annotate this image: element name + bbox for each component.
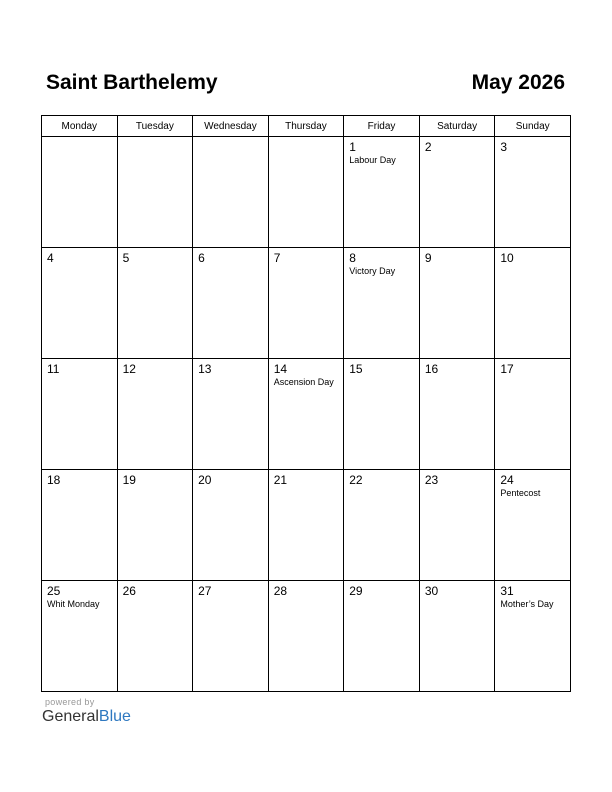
- day-cell: [268, 359, 344, 470]
- weekday-header-thursday: Thursday: [268, 116, 344, 137]
- weekday-header-row: [42, 116, 571, 137]
- day-cell: [42, 470, 118, 581]
- day-number: 20: [198, 473, 212, 487]
- day-cell: [193, 581, 269, 692]
- day-cell: [344, 137, 420, 248]
- day-cell: [193, 470, 269, 581]
- calendar-body: [42, 137, 571, 692]
- day-cell: [268, 470, 344, 581]
- weekday-header-sunday: Sunday: [495, 116, 571, 137]
- generalblue-logo: [42, 697, 131, 726]
- day-number: 7: [273, 251, 281, 265]
- brand-name-part1: General: [42, 708, 99, 725]
- brand-name: [42, 708, 131, 726]
- day-number: 27: [198, 584, 212, 598]
- day-cell: [495, 470, 571, 581]
- powered-by-label: powered by: [45, 697, 95, 707]
- day-cell: [42, 581, 118, 692]
- week-row: [42, 470, 571, 581]
- day-number: 28: [273, 584, 288, 598]
- day-cell: [495, 137, 571, 248]
- day-number: 22: [349, 473, 363, 487]
- day-number: 26: [122, 584, 136, 598]
- day-number: 4: [47, 251, 54, 265]
- day-cell: [42, 359, 118, 470]
- day-cell: [268, 581, 344, 692]
- day-number: 31: [500, 584, 514, 598]
- day-cell: [419, 470, 495, 581]
- weekday-header-tuesday: Tuesday: [117, 116, 193, 137]
- day-cell: [117, 248, 193, 359]
- day-number: 1: [349, 140, 356, 154]
- week-row: [42, 248, 571, 359]
- day-cell: [495, 359, 571, 470]
- day-number: 5: [122, 251, 130, 265]
- day-number: 17: [500, 362, 514, 376]
- day-number: 23: [424, 473, 439, 487]
- day-number: 13: [198, 362, 212, 376]
- day-cell: [268, 248, 344, 359]
- week-row: [42, 137, 571, 248]
- day-cell: [117, 137, 193, 248]
- weekday-header-monday: Monday: [42, 116, 118, 137]
- day-cell: [344, 359, 420, 470]
- day-cell: [419, 359, 495, 470]
- day-cell: [42, 248, 118, 359]
- day-cell: [344, 470, 420, 581]
- day-number: 10: [500, 251, 514, 265]
- weekday-header-wednesday: Wednesday: [193, 116, 269, 137]
- day-number: 29: [349, 584, 363, 598]
- day-number: 6: [198, 251, 205, 265]
- day-cell: [419, 248, 495, 359]
- day-cell: [419, 137, 495, 248]
- holiday-label: Mother’s Day: [500, 599, 554, 609]
- holiday-label: Labour Day: [349, 155, 396, 165]
- day-cell: [117, 359, 193, 470]
- calendar-grid: [41, 115, 571, 692]
- brand-name-part2: Blue: [98, 708, 131, 725]
- holiday-label: Pentecost: [500, 488, 541, 498]
- day-cell: [344, 248, 420, 359]
- day-number: 8: [349, 251, 356, 265]
- week-row: [42, 581, 571, 692]
- day-number: 14: [273, 362, 288, 376]
- day-number: 30: [424, 584, 439, 598]
- day-number: 11: [47, 362, 60, 376]
- day-number: 9: [424, 251, 432, 265]
- day-number: 15: [349, 362, 363, 376]
- day-number: 2: [424, 140, 432, 154]
- holiday-label: Whit Monday: [47, 599, 100, 609]
- holiday-label: Ascension Day: [273, 377, 334, 387]
- day-number: 24: [500, 473, 514, 487]
- day-number: 18: [47, 473, 61, 487]
- day-cell: [495, 581, 571, 692]
- day-cell: [193, 359, 269, 470]
- day-number: 16: [424, 362, 439, 376]
- weekday-header-saturday: Saturday: [419, 116, 495, 137]
- country-title: Saint Barthelemy: [46, 71, 218, 94]
- month-year-title: May 2026: [471, 71, 565, 94]
- weekday-header-friday: Friday: [344, 116, 420, 137]
- day-number: 12: [122, 362, 136, 376]
- week-row: [42, 359, 571, 470]
- day-cell: [193, 248, 269, 359]
- holiday-label: Victory Day: [349, 266, 396, 276]
- day-cell: [419, 581, 495, 692]
- day-cell: [117, 470, 193, 581]
- day-number: 3: [500, 140, 508, 154]
- day-number: 19: [122, 473, 136, 487]
- day-cell: [193, 137, 269, 248]
- day-cell: [344, 581, 420, 692]
- day-number: 21: [273, 473, 288, 487]
- day-cell: [495, 248, 571, 359]
- day-number: 25: [47, 584, 61, 598]
- day-cell: [42, 137, 118, 248]
- day-cell: [268, 137, 344, 248]
- day-cell: [117, 581, 193, 692]
